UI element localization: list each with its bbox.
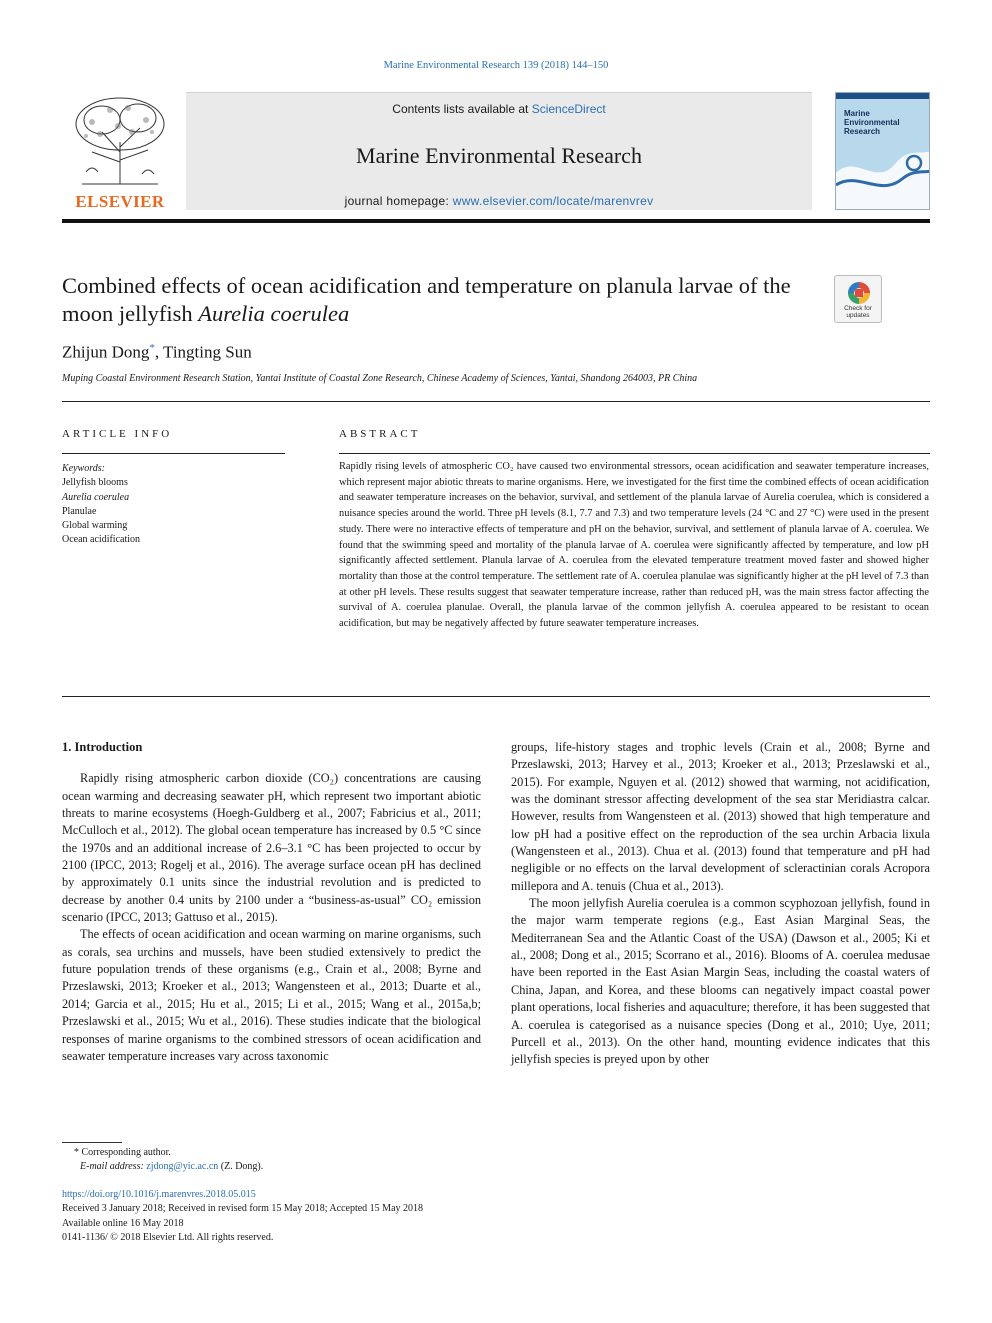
cover-title-line: Environmental: [844, 118, 900, 127]
abstract-heading: ABSTRACT: [339, 428, 421, 440]
email-line: [62, 1160, 263, 1174]
article-info-heading: ARTICLE INFO: [62, 428, 173, 440]
introduction-right-column: [511, 739, 930, 1069]
keyword: Jellyfish blooms: [62, 477, 128, 489]
crossmark-label-line: updates: [846, 312, 870, 319]
keyword: Ocean acidification: [62, 534, 141, 546]
abstract-divider: [62, 696, 930, 697]
crossmark-label: [835, 305, 881, 319]
abstract-text: Rapidly rising levels of atmospheric CO₂ have caused two environmental stressors, ocean acidification and seawater temperature increases, which represent major abiotic threats to marine organisms. Here, we investigated for the first time the combined effects of ocean acidification and seawater temperature increases on the behavior, survival, and settlement of the planula larvae of Aurelia coerulea, which is considered a nuisance species around the world. Three pH levels (8.1, 7.7 and 7.3) and two temperature levels (24 °C and 27 °C) were used in the present study. There were no interactive effects of temperature and pH on the behavior, survival, and settlement of planula larvae of A. coerulea. We found that the swimming speed and mortality of the planula larvae of A. coerulea were significantly affected by temperature, and low pH significantly affected settlement. Planula larvae of A. coerulea from the elevated temperature treatment moved faster and showed higher mortality than those at the control temperature. The settlement rate of A. coerulea planulae was significantly higher at the pH level of 7.3 than at other pH levels. These results suggest that seawater temperature increase, rather than reduced pH, was the main stress factor affecting the survival of A. coerulea planulae. Overall, the planula larvae of the common jellyfish A. coerulea appeared to be resistant to ocean acidification, but may be negatively affected by future seawater temperature increases.: [339, 461, 929, 630]
keyword: Global warming: [62, 520, 128, 532]
title-main: Combined effects of ocean acidification and temperature on planula larvae of the moon jellyfish: [62, 273, 791, 326]
body-paragraph: The moon jellyfish Aurelia coerulea is a common scyphozoan jellyfish, found in the major warm temperate regions (e.g., East Asian Marginal Seas, the Mediterranean Sea and the Atlantic Coast of the USA) (Dawson et al., 2005; Ki et al., 2008; Dong et al., 2015; Scorrano et al., 2016). Blooms of A. coerulea medusae have been reported in the East Asian Margin Seas, including the coastal waters of China, Japan, and Korea, and these blooms can negatively impact coastal power plant operations, local fisheries and aquaculture; therefore, it has been suggested that A. coerulea is categorised as a nuisance species (Dong et al., 2010; Uye, 2011; Purcell et al., 2013). On the other hand, mounting evidence indicates that this jellyfish species is preyed upon by other: [511, 896, 930, 1067]
masthead-center: [186, 92, 812, 210]
sciencedirect-link[interactable]: ScienceDirect: [531, 102, 606, 116]
corresponding-author-note: * Corresponding author.: [74, 1147, 171, 1158]
keyword: Aurelia coerulea: [62, 491, 130, 503]
body-paragraph: The effects of ocean acidification and ocean warming on marine organisms, such as corals, sea urchins and mussels, have been studied extensively to predict the future population trends of these organisms (e.g., Crain et al., 2008; Byrne and Przeslawski, 2013; Kroeker et al., 2013; Wangensteen et al., 2013; Duarte et al., 2014; Garcia et al., 2015; Hu et al., 2015; Li et al., 2015; Wang et al., 2015a,b; Przeslawski et al., 2015; Wu et al., 2016). These studies indicate that the biological responses of marine organisms to the combined stressors of ocean acidification and seawater temperature increases vary across taxonomic: [62, 927, 481, 1063]
cover-title-line: Research: [844, 127, 881, 136]
paper-title: [62, 272, 822, 328]
journal-title[interactable]: Marine Environmental Research: [356, 143, 642, 168]
header-divider: [62, 401, 930, 402]
masthead-divider: [62, 219, 930, 223]
email-suffix: (Z. Dong).: [218, 1161, 264, 1173]
email-label: E-mail address:: [80, 1161, 147, 1173]
corresponding-author-mark[interactable]: *: [149, 342, 155, 354]
online-date: Available online 16 May 2018: [62, 1217, 184, 1229]
cover-title-line: Marine: [844, 109, 870, 118]
title-species: Aurelia coerulea: [198, 301, 350, 326]
homepage-prefix: journal homepage:: [344, 194, 453, 208]
introduction-left-column: [62, 739, 481, 1065]
footnote-rule: [62, 1142, 122, 1143]
author-affiliation: Muping Coastal Environment Research Station, Yantai Institute of Coastal Zone Research, Chinese Academy of Sciences, Yantai, Shandong 264003, PR China: [62, 373, 698, 384]
article-info-rule: [62, 453, 285, 454]
body-paragraph: groups, life-history stages and trophic levels (Crain et al., 2008; Byrne and Przeslawski, 2013; Harvey et al., 2013; Kroeker et al., 2013; Przeslawski et al., 2015). For example, Nguyen et al. (2012) showed that warming, not acidification, was the dominant stressor affecting development of the sea star Meridiastra calcar. However, results from Wangensteen et al. (2013) showed that high temperature and low pH had a positive effect on the reproduction of the sea urchin Arbacia lixula (Wangensteen et al., 2013). Chua et al. (2013) found that temperature and pH had negligible or no effects on the larval development of scleractinian corals Acropora millepora and A. tenuis (Chua et al., 2013).: [511, 740, 930, 893]
cover-title: [844, 109, 900, 136]
check-for-updates-button[interactable]: [834, 275, 882, 323]
keywords-list: [62, 462, 140, 548]
author-name[interactable]: Zhijun Dong: [62, 342, 150, 362]
homepage-link[interactable]: www.elsevier.com/locate/marenvrev: [452, 194, 654, 208]
copyright: 0141-1136/ © 2018 Elsevier Ltd. All rights reserved.: [62, 1231, 274, 1243]
contents-prefix: Contents lists available at: [392, 102, 532, 116]
publication-info: [62, 1188, 423, 1245]
crossmark-label-line: Check for: [844, 305, 872, 312]
journal-homepage: [186, 194, 812, 208]
keywords-label: Keywords:: [62, 463, 105, 474]
keyword: Planulae: [62, 505, 97, 517]
author-name[interactable]: , Tingting Sun: [154, 342, 252, 362]
journal-cover[interactable]: [835, 92, 930, 210]
email-link[interactable]: zjdong@yic.ac.cn: [146, 1161, 219, 1173]
contents-line: [186, 102, 812, 116]
received-dates: Received 3 January 2018; Received in revised form 15 May 2018; Accepted 15 May 2018: [62, 1203, 424, 1215]
journal-reference[interactable]: Marine Environmental Research 139 (2018) 144–150: [383, 60, 609, 71]
publisher-name: ELSEVIER: [75, 192, 165, 211]
author-list: [62, 342, 252, 363]
journal-masthead: [62, 92, 930, 212]
introduction-heading: 1. Introduction: [62, 740, 143, 754]
elsevier-tree-icon: [62, 92, 178, 192]
abstract-rule: [339, 453, 930, 454]
body-paragraph: Rapidly rising atmospheric carbon dioxide (CO₂) concentrations are causing ocean warming and decreasing seawater pH, which represent two important abiotic threats to marine ecosystems (Hoegh-Guldberg et al., 2007; Fabricius et al., 2011; McCulloch et al., 2012). The global ocean temperature has increased by 0.5 °C since the 1970s and an additional increase of 2.6–3.1 °C has been projected to occur by 2100 (IPCC, 2013; Rogelj et al., 2016). The average surface ocean pH has declined by approximately 0.1 units since the industrial revolution and is predicted to decrease by another 0.4 units by 2100 under a “business-as-usual” CO₂ emission scenario (IPCC, 2013; Gattuso et al., 2015).: [62, 771, 481, 925]
doi-link[interactable]: https://doi.org/10.1016/j.marenvres.2018.05.015: [62, 1189, 256, 1200]
elsevier-logo[interactable]: [62, 92, 178, 212]
footnotes: [62, 1146, 263, 1174]
